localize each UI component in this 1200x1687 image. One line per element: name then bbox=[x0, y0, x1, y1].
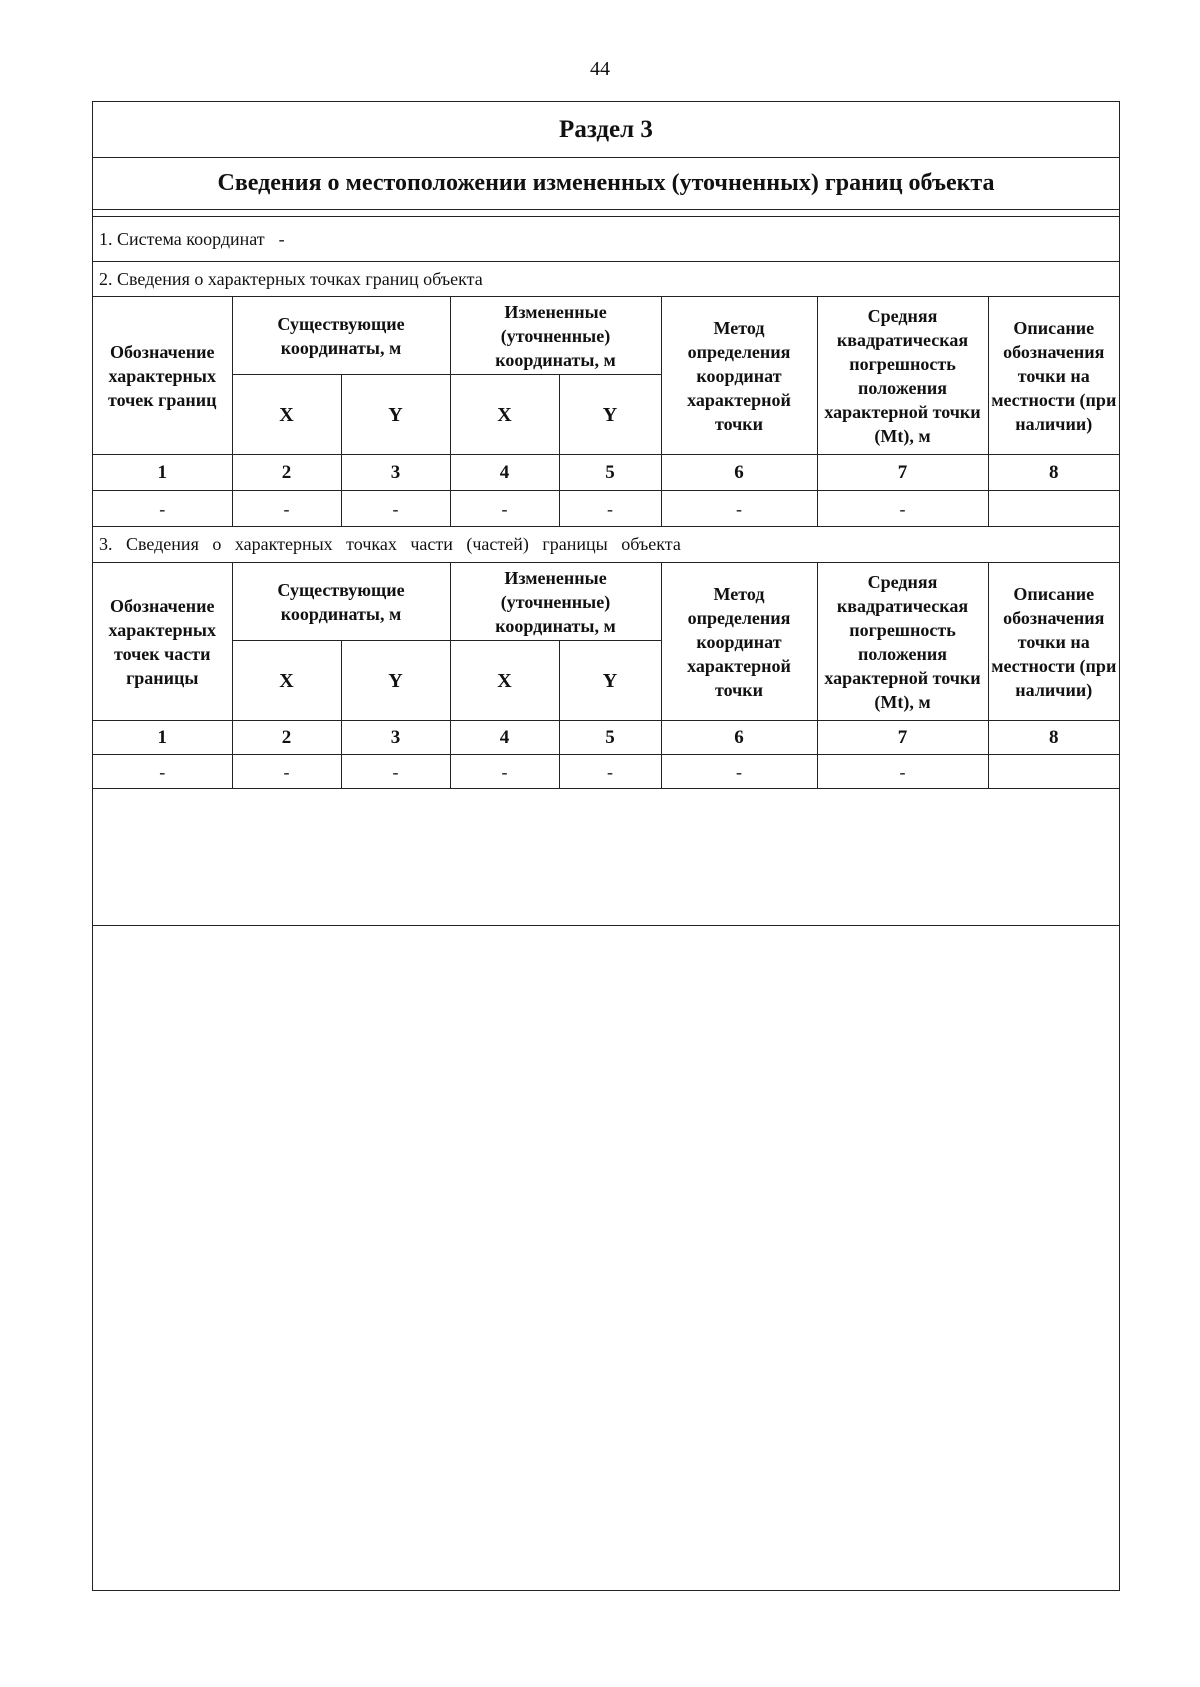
col-changed-coords-header: Измененные (уточненные) координаты, м bbox=[450, 297, 661, 375]
table-cell: - bbox=[817, 755, 988, 789]
table-cell: - bbox=[93, 491, 232, 527]
column-number: 5 bbox=[559, 455, 661, 491]
col-method-header: Метод определения координат характерной точки bbox=[661, 297, 817, 455]
column-number: 7 bbox=[817, 721, 988, 755]
table-cell: - bbox=[93, 755, 232, 789]
changed-x-header: X bbox=[450, 641, 559, 721]
table-cell: - bbox=[450, 491, 559, 527]
column-number: 1 bbox=[93, 455, 232, 491]
existing-y-header: Y bbox=[341, 641, 450, 721]
boundary-points-table bbox=[93, 296, 1119, 527]
table-cell: - bbox=[559, 491, 661, 527]
changed-y-header: Y bbox=[559, 375, 661, 455]
changed-x-header: X bbox=[450, 375, 559, 455]
table-cell: - bbox=[661, 491, 817, 527]
table-cell: - bbox=[559, 755, 661, 789]
column-number: 3 bbox=[341, 455, 450, 491]
col-error-header: Средняя квадратическая погрешность положения характерной точки (Mt), м bbox=[817, 297, 988, 455]
col-existing-coords-header: Существующие координаты, м bbox=[232, 563, 450, 641]
section-frame bbox=[92, 101, 1120, 1591]
existing-x-header: X bbox=[232, 375, 341, 455]
table-cell: - bbox=[661, 755, 817, 789]
coordinate-system-label: 1. Система координат bbox=[99, 228, 265, 249]
divider bbox=[93, 210, 1119, 217]
existing-y-header: Y bbox=[341, 375, 450, 455]
col-error-header: Средняя квадратическая погрешность положения характерной точки (Mt), м bbox=[817, 563, 988, 721]
column-number: 1 bbox=[93, 721, 232, 755]
boundary-part-points-table bbox=[93, 562, 1119, 789]
column-number: 4 bbox=[450, 455, 559, 491]
col-existing-coords-header: Существующие координаты, м bbox=[232, 297, 450, 375]
col-point-designation-header: Обозначение характерных точек границ bbox=[93, 297, 232, 455]
table-cell: - bbox=[817, 491, 988, 527]
table-cell bbox=[988, 755, 1119, 789]
table-cell: - bbox=[450, 755, 559, 789]
changed-y-header: Y bbox=[559, 641, 661, 721]
table-cell: - bbox=[341, 491, 450, 527]
column-number: 7 bbox=[817, 455, 988, 491]
column-number-row bbox=[93, 721, 1119, 755]
col-method-header: Метод определения координат характерной точки bbox=[661, 563, 817, 721]
table-cell bbox=[988, 491, 1119, 527]
coordinate-system-value: - bbox=[278, 228, 285, 249]
table-row bbox=[93, 755, 1119, 789]
column-number: 5 bbox=[559, 721, 661, 755]
points-heading bbox=[93, 262, 1119, 296]
parts-heading bbox=[93, 526, 1119, 562]
table-cell: - bbox=[232, 491, 341, 527]
col-point-designation-header: Обозначение характерных точек части границы bbox=[93, 563, 232, 721]
column-number: 6 bbox=[661, 455, 817, 491]
coordinate-system-row bbox=[93, 217, 1119, 262]
column-number: 6 bbox=[661, 721, 817, 755]
blank-row bbox=[93, 898, 1119, 926]
col-description-header: Описание обозначения точки на местности (при наличии) bbox=[988, 563, 1119, 721]
table-row bbox=[93, 491, 1119, 527]
column-number: 3 bbox=[341, 721, 450, 755]
column-number-row bbox=[93, 455, 1119, 491]
table-cell: - bbox=[341, 755, 450, 789]
column-number: 2 bbox=[232, 721, 341, 755]
parts-heading-text: 3. Сведения о характерных точках части (частей) границы объекта bbox=[99, 533, 681, 554]
points-heading-text: 2. Сведения о характерных точках границ объекта bbox=[99, 268, 483, 289]
col-description-header: Описание обозначения точки на местности (при наличии) bbox=[988, 297, 1119, 455]
section-subtitle: Сведения о местоположении измененных (уточненных) границ объекта bbox=[93, 158, 1119, 210]
page-number: 44 bbox=[590, 58, 610, 80]
section-title: Раздел 3 bbox=[93, 102, 1119, 158]
col-changed-coords-header: Измененные (уточненные) координаты, м bbox=[450, 563, 661, 641]
table-cell: - bbox=[232, 755, 341, 789]
column-number: 8 bbox=[988, 455, 1119, 491]
column-number: 2 bbox=[232, 455, 341, 491]
column-number: 8 bbox=[988, 721, 1119, 755]
existing-x-header: X bbox=[232, 641, 341, 721]
column-number: 4 bbox=[450, 721, 559, 755]
